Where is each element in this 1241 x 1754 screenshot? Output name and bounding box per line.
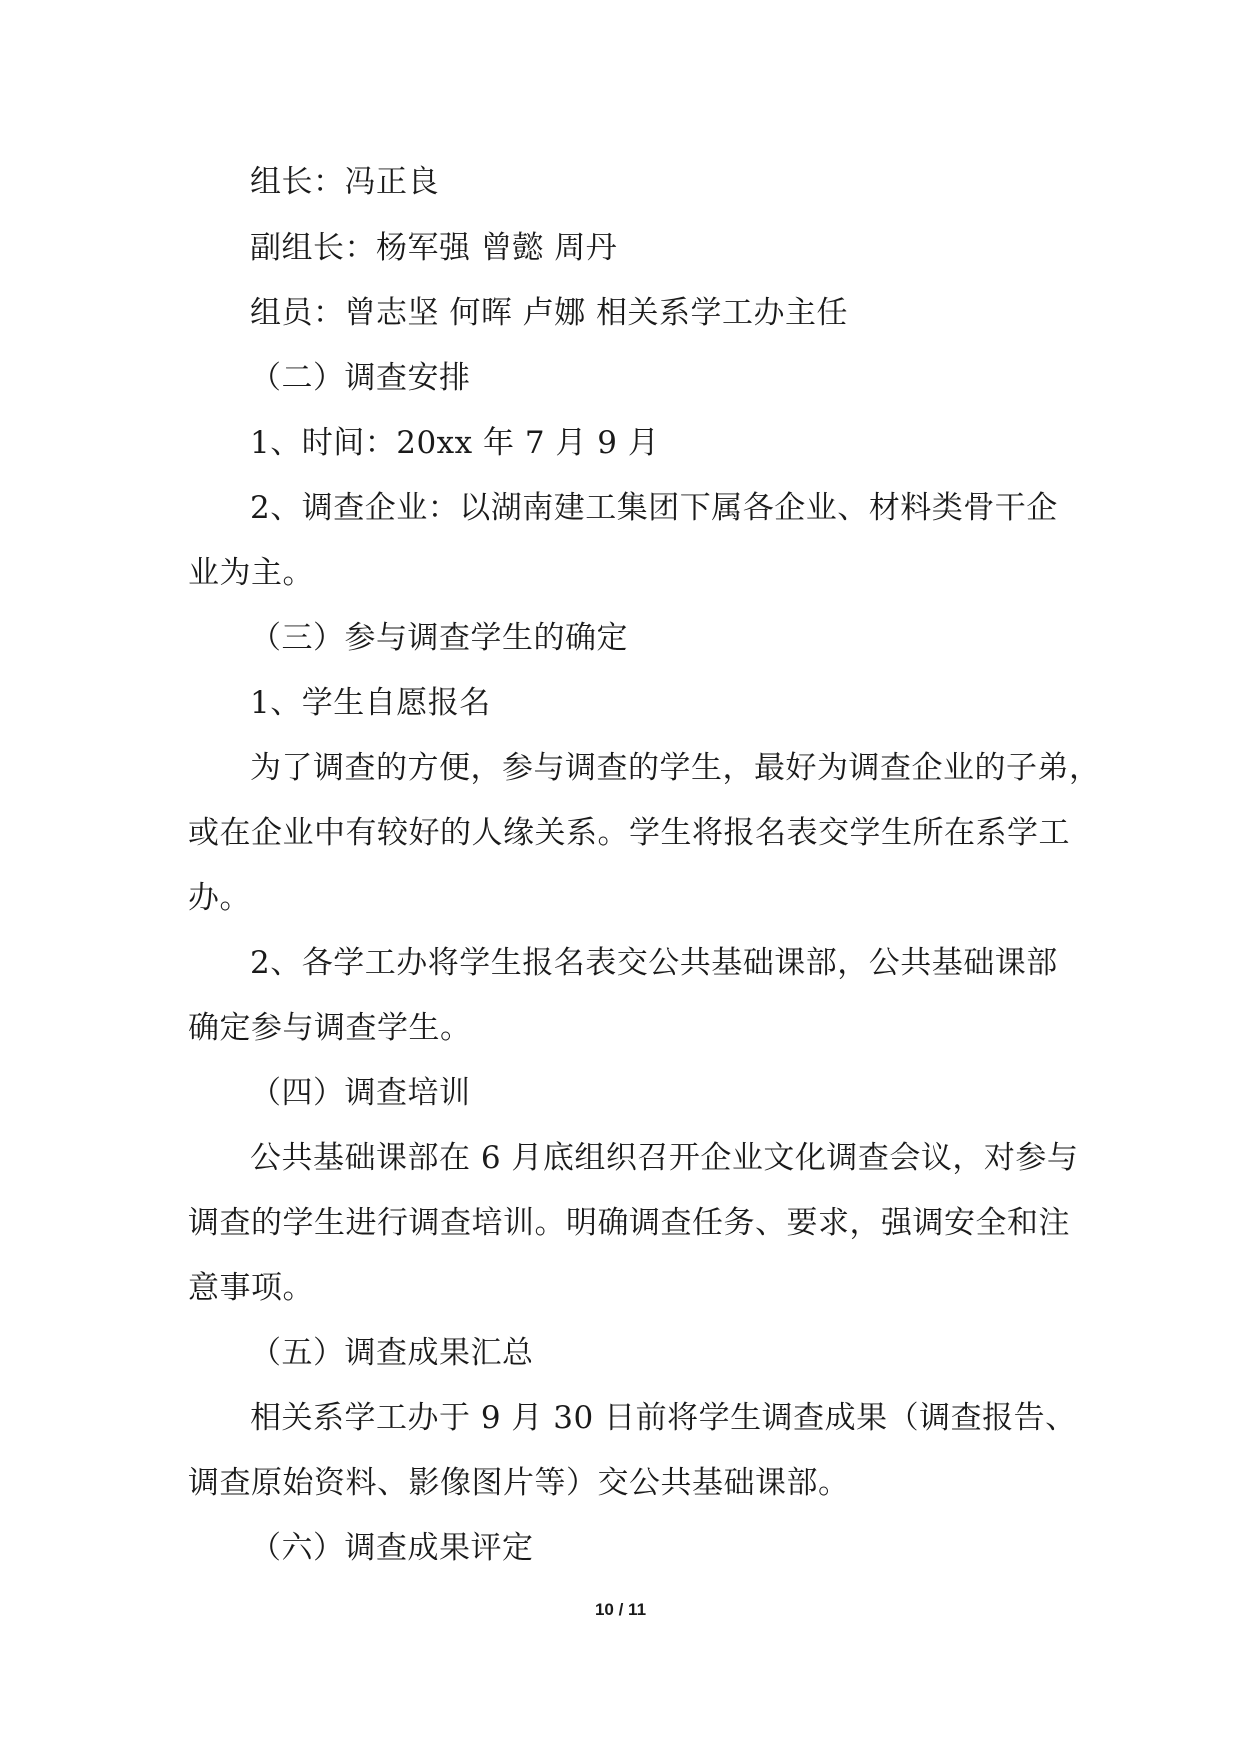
paragraph-line: 办。 <box>188 880 251 916</box>
paragraph-line: 业为主。 <box>188 555 314 591</box>
section-heading-6: （六）调查成果评定 <box>250 1530 534 1566</box>
paragraph-line: 调查原始资料、影像图片等）交公共基础课部。 <box>188 1465 850 1501</box>
paragraph-line: 或在企业中有较好的人缘关系。学生将报名表交学生所在系学工 <box>188 815 1070 851</box>
section-heading-5: （五）调查成果汇总 <box>250 1335 534 1371</box>
team-leader-line: 组长：冯正良 <box>250 164 439 200</box>
section-heading-3: （三）参与调查学生的确定 <box>250 620 628 656</box>
paragraph-line: 1、学生自愿报名 <box>250 685 491 721</box>
section-heading-2: （二）调查安排 <box>250 360 471 396</box>
paragraph-line: 意事项。 <box>188 1270 314 1306</box>
deputy-leader-line: 副组长：杨军强 曾懿 周丹 <box>250 230 618 266</box>
paragraph-line: 相关系学工办于 9 月 30 日前将学生调查成果（调查报告、 <box>250 1400 1077 1436</box>
team-members-line: 组员：曾志坚 何晖 卢娜 相关系学工办主任 <box>250 295 849 331</box>
paragraph-line: 调查的学生进行调查培训。明确调查任务、要求，强调安全和注 <box>188 1205 1070 1241</box>
section-heading-4: （四）调查培训 <box>250 1075 471 1111</box>
paragraph-line: 公共基础课部在 6 月底组织召开企业文化调查会议，对参与 <box>250 1140 1079 1176</box>
paragraph-line: 2、各学工办将学生报名表交公共基础课部，公共基础课部 <box>250 945 1058 981</box>
paragraph-line: 确定参与调查学生。 <box>188 1010 472 1046</box>
paragraph-line: 2、调查企业：以湖南建工集团下属各企业、材料类骨干企 <box>250 490 1058 526</box>
paragraph-line: 1、时间：20xx 年 7 月 9 月 <box>250 425 660 461</box>
page-number: 10 / 11 <box>594 1600 647 1619</box>
paragraph-line: 为了调查的方便，参与调查的学生，最好为调查企业的子弟， <box>250 750 1101 786</box>
